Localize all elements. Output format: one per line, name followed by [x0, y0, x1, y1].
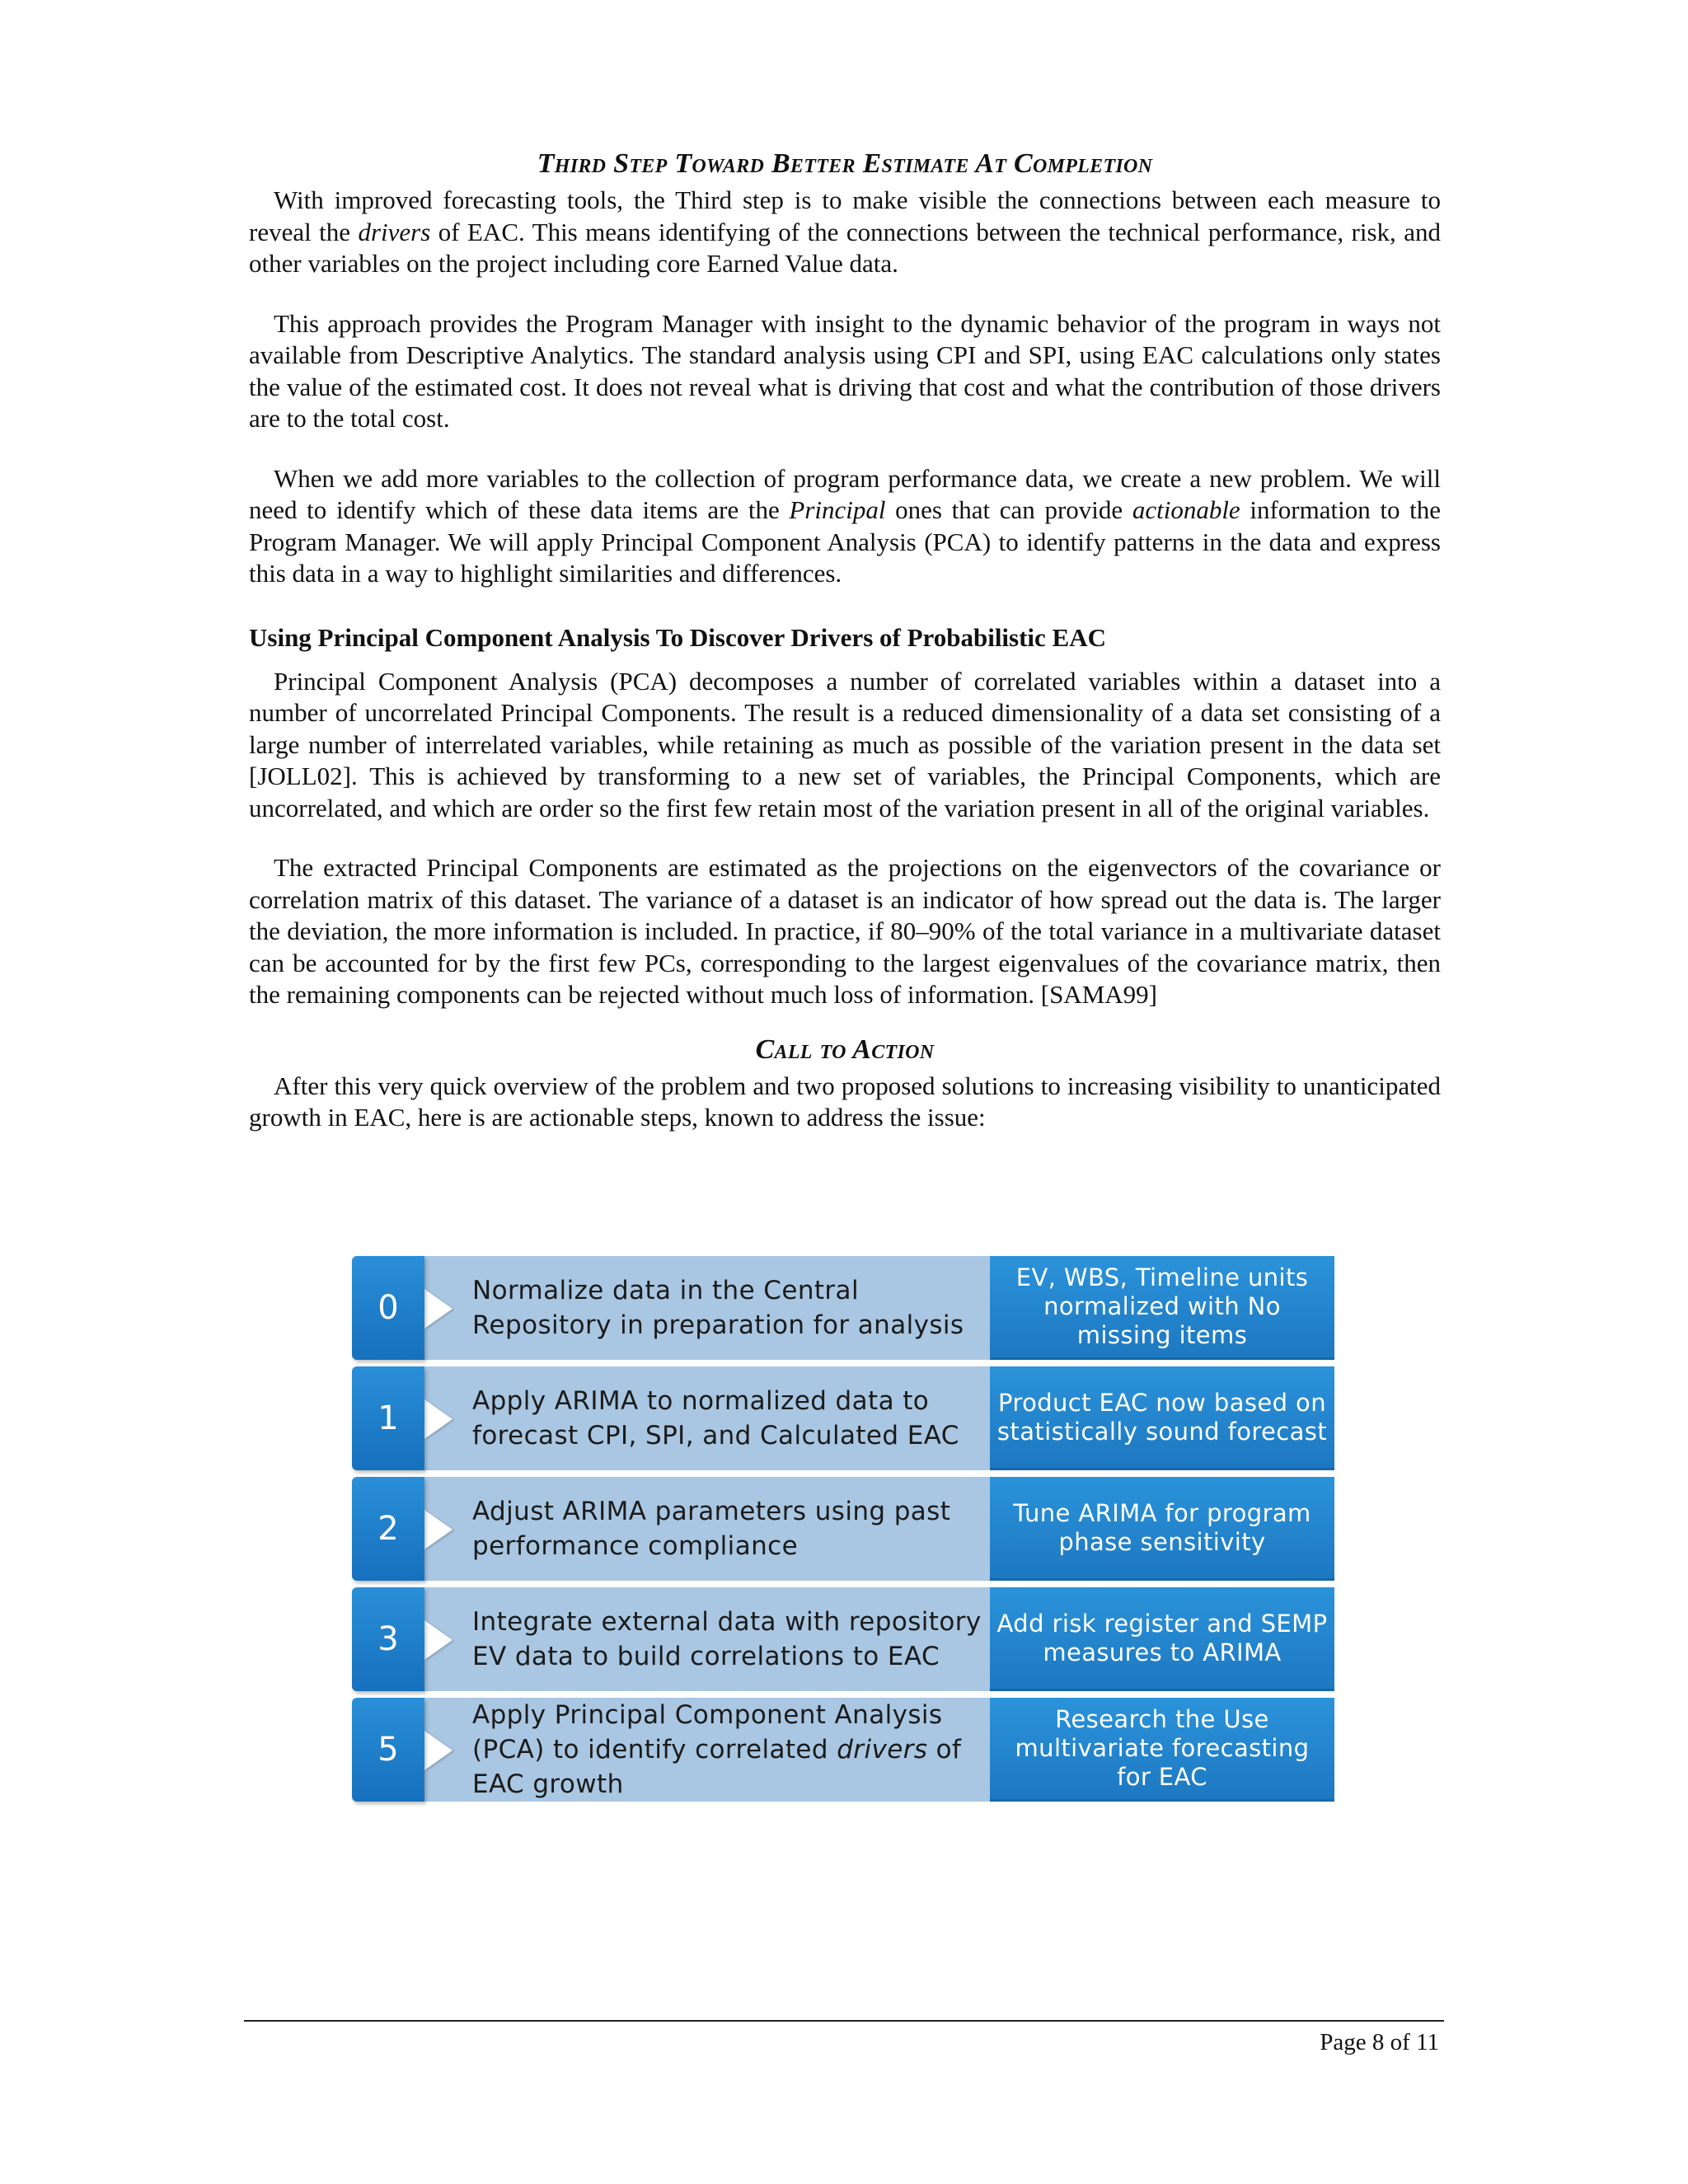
step-row-3: [352, 1587, 1334, 1696]
document-page: [249, 148, 1441, 1134]
step-number: 1: [352, 1366, 424, 1470]
step-row-0: [352, 1256, 1334, 1365]
footer-divider: [244, 2020, 1444, 2022]
chevron-right-icon: [424, 1399, 452, 1439]
subheading-pca: Using Principal Component Analysis To Discover Drivers of Probabilistic EAC: [249, 622, 1106, 652]
page-number: Page 8 of 11: [1320, 2029, 1439, 2055]
action-steps-diagram: [352, 1256, 1334, 1808]
paragraph-4: Principal Component Analysis (PCA) decomposes a number of correlated variables within a dataset into a number of uncorrelated Principal Components. The result is a reduced dimensionality of a data set consisting of a large number of interrelated variables, while retaining as much as possible of the variation present in the data set [JOLL02]. This is achieved by transforming to a new set of variables, the Principal Components, which are uncorrelated, and which are order so the first few retain most of the variation present in all of the original variables.: [249, 666, 1441, 823]
step-description: Integrate external data with repository EV data to build correlations to EAC: [472, 1607, 982, 1671]
paragraph-3: When we add more variables to the collection of program performance data, we create a new problem. We will need to identify which of these data items are the Principal ones that can provide actionable information to the Program Manager. We will apply Principal Component Analysis (PCA) to identify patterns in the data and express this data in a way to highlight similarities and differences.: [249, 463, 1441, 588]
step-row-5: [352, 1698, 1334, 1807]
step-description: Apply Principal Component Analysis (PCA) to identify correlated drivers of EAC growth: [472, 1700, 962, 1799]
paragraph-5: The extracted Principal Components are estimated as the projections on the eigenvectors of the covariance or correlation matrix of this dataset. The variance of a dataset is an indicator of how spread out the data is. The larger the deviation, the more information is included. In practice, if 80–90% of the total variance in a multivariate dataset can be accounted for by the first few PCs, corresponding to the largest eigenvalues of the covariance matrix, then the remaining components can be rejected without much loss of information. [SAMA99]: [249, 853, 1441, 1009]
step-number: 3: [352, 1587, 424, 1691]
step-description-box: [424, 1366, 990, 1470]
chevron-right-icon: [424, 1510, 452, 1549]
step-description-box: [424, 1587, 990, 1691]
step-result: Product EAC now based on statistically sound forecast: [990, 1366, 1334, 1470]
step-description-box: [424, 1256, 990, 1360]
section-heading-call-to-action: Call to Action: [755, 1033, 935, 1065]
chevron-right-icon: [424, 1731, 452, 1770]
step-row-2: [352, 1477, 1334, 1586]
paragraph-1: With improved forecasting tools, the Third step is to make visible the connections between each measure to reveal the drivers of EAC. This means identifying of the connections between the technical performance, risk, and other variables on the project including core Earned Value data.: [249, 185, 1441, 278]
step-description: Adjust ARIMA parameters using past performance compliance: [472, 1497, 951, 1561]
step-number: 2: [352, 1477, 424, 1581]
step-result: EV, WBS, Timeline units normalized with No missing items: [990, 1256, 1334, 1360]
step-row-1: [352, 1366, 1334, 1475]
step-description-box: [424, 1477, 990, 1581]
step-number: 0: [352, 1256, 424, 1360]
paragraph-2: This approach provides the Program Manager with insight to the dynamic behavior of the program in ways not available from Descriptive Analytics. The standard analysis using CPI and SPI, using EAC calculations only states the value of the estimated cost. It does not reveal what is driving that cost and what the contribution of those drivers are to the total cost.: [249, 308, 1441, 433]
step-number: 5: [352, 1698, 424, 1802]
step-description: Normalize data in the Central Repository in preparation for analysis: [472, 1276, 964, 1340]
chevron-right-icon: [424, 1289, 452, 1329]
paragraph-6: After this very quick overview of the problem and two proposed solutions to increasing visibility to unanticipated growth in EAC, here is are actionable steps, known to address the issue:: [249, 1071, 1441, 1132]
step-description: Apply ARIMA to normalized data to forecast CPI, SPI, and Calculated EAC: [472, 1386, 959, 1451]
section-heading-third-step: Third Step Toward Better Estimate At Completion: [537, 148, 1153, 179]
step-description-box: [424, 1698, 990, 1802]
chevron-right-icon: [424, 1620, 452, 1660]
step-result: Tune ARIMA for program phase sensitivity: [990, 1477, 1334, 1581]
step-result: Research the Use multivariate forecasting for EAC: [990, 1698, 1334, 1802]
step-result: Add risk register and SEMP measures to ARIMA: [990, 1587, 1334, 1691]
